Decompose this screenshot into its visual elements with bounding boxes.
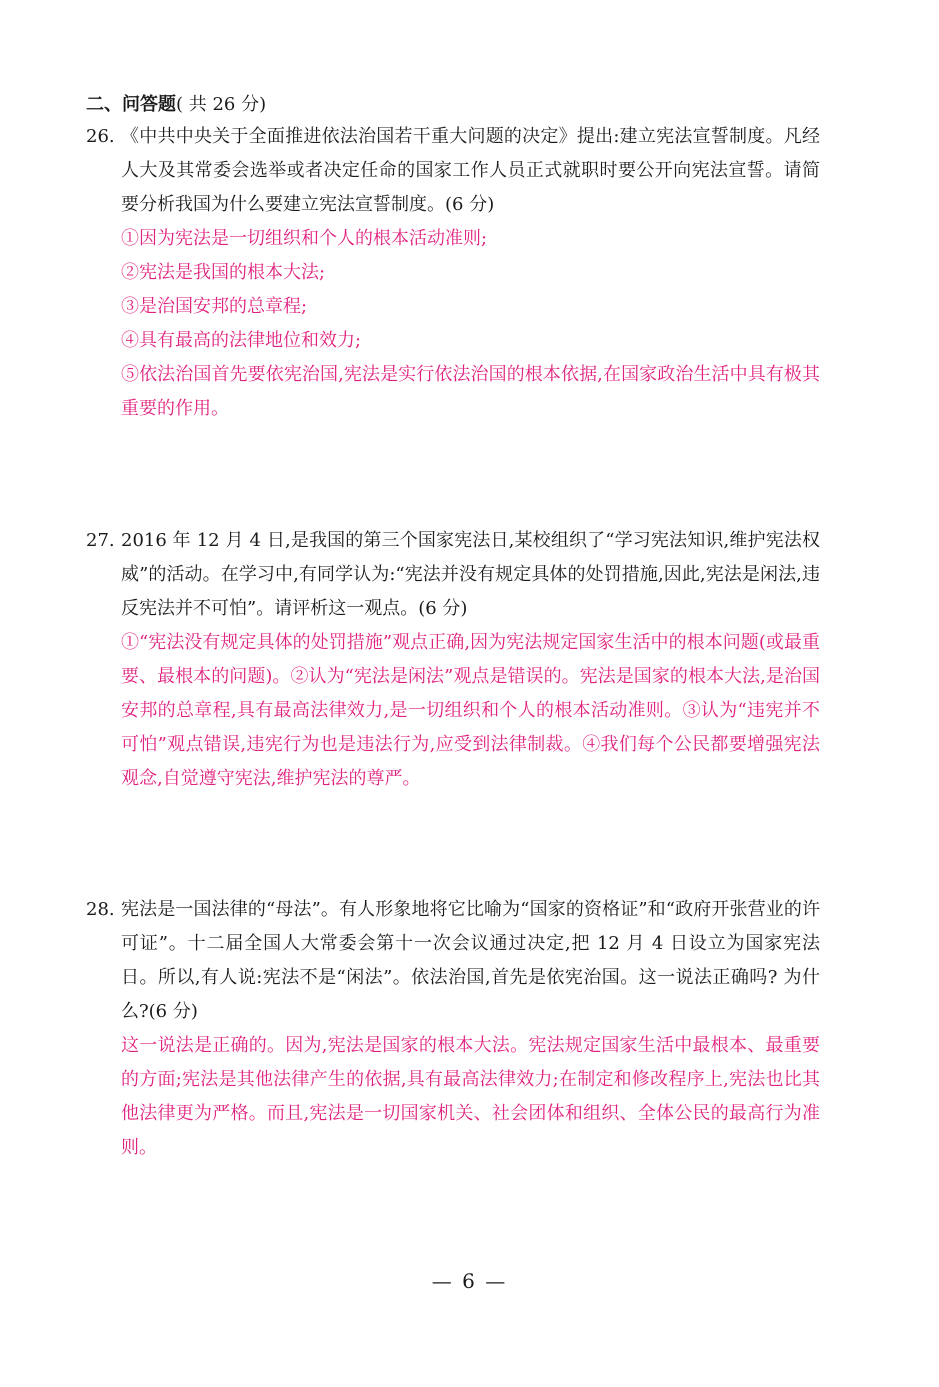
section-title-text: 二、问答题 — [86, 94, 176, 115]
question-text: 《中共中央关于全面推进依法治国若干重大问题的决定》提出:建立宪法宣誓制度。凡经人大及其常委会选举或者决定任命的国家工作人员正式就职时要公开向宪法宣誓。请简要分析我国为什么要建立宪法宣誓制度。(6 分) — [121, 126, 820, 215]
answer-block — [86, 222, 820, 426]
question-number: 28. — [86, 899, 115, 920]
answer-line: 这一说法是正确的。因为,宪法是国家的根本大法。宪法规定国家生活中最根本、最重要的方面;宪法是其他法律产生的依据,具有最高法律效力;在制定和修改程序上,宪法也比其他法律更为严格。而且,宪法是一切国家机关、社会团体和组织、全体公民的最高行为准则。 — [121, 1035, 820, 1158]
question-text: 宪法是一国法律的“母法”。有人形象地将它比喻为“国家的资格证”和“政府开张营业的许可证”。十二届全国人大常委会第十一次会议通过决定,把 12 月 4 日设立为国家宪法日。所以,有人说:宪法不是“闲法”。依法治国,首先是依宪治国。这一说法正确吗? 为什么?(6 分) — [121, 899, 820, 1022]
answer-line: ②宪法是我国的根本大法; — [121, 262, 326, 283]
question-text: 2016 年 12 月 4 日,是我国的第三个国家宪法日,某校组织了“学习宪法知识,维护宪法权威”的活动。在学习中,有同学认为:“宪法并没有规定具体的处罚措施,因此,宪法是闲法,违反宪法并不可怕”。请评析这一观点。(6 分) — [121, 530, 820, 619]
question-28 — [86, 893, 820, 1165]
section-score: ( 共 26 分) — [176, 94, 267, 115]
answer-block — [86, 1029, 820, 1165]
question-stem — [86, 893, 820, 1029]
question-27 — [86, 524, 820, 796]
question-stem — [86, 524, 820, 626]
answer-line: ①因为宪法是一切组织和个人的根本活动准则; — [121, 228, 488, 249]
section-title — [86, 92, 266, 118]
answer-line: ⑤依法治国首先要依宪治国,宪法是实行依法治国的根本依据,在国家政治生活中具有极其重要的作用。 — [121, 364, 820, 419]
answer-block — [86, 626, 820, 796]
answer-line: ④具有最高的法律地位和效力; — [121, 330, 362, 351]
answer-line: ③是治国安邦的总章程; — [121, 296, 308, 317]
question-number: 26. — [86, 126, 115, 147]
page-number: — 6 — — [431, 1269, 508, 1293]
question-stem — [86, 120, 820, 222]
question-number: 27. — [86, 530, 115, 551]
answer-line: ①“宪法没有规定具体的处罚措施”观点正确,因为宪法规定国家生活中的根本问题(或最重要、最根本的问题)。②认为“宪法是闲法”观点是错误的。宪法是国家的根本大法,是治国安邦的总章程,具有最高法律效力,是一切组织和个人的根本活动准则。③认为“违宪并不可怕”观点错误,违宪行为也是违法行为,应受到法律制裁。④我们每个公民都要增强宪法观念,自觉遵守宪法,维护宪法的尊严。 — [121, 632, 820, 789]
question-26 — [86, 120, 820, 426]
